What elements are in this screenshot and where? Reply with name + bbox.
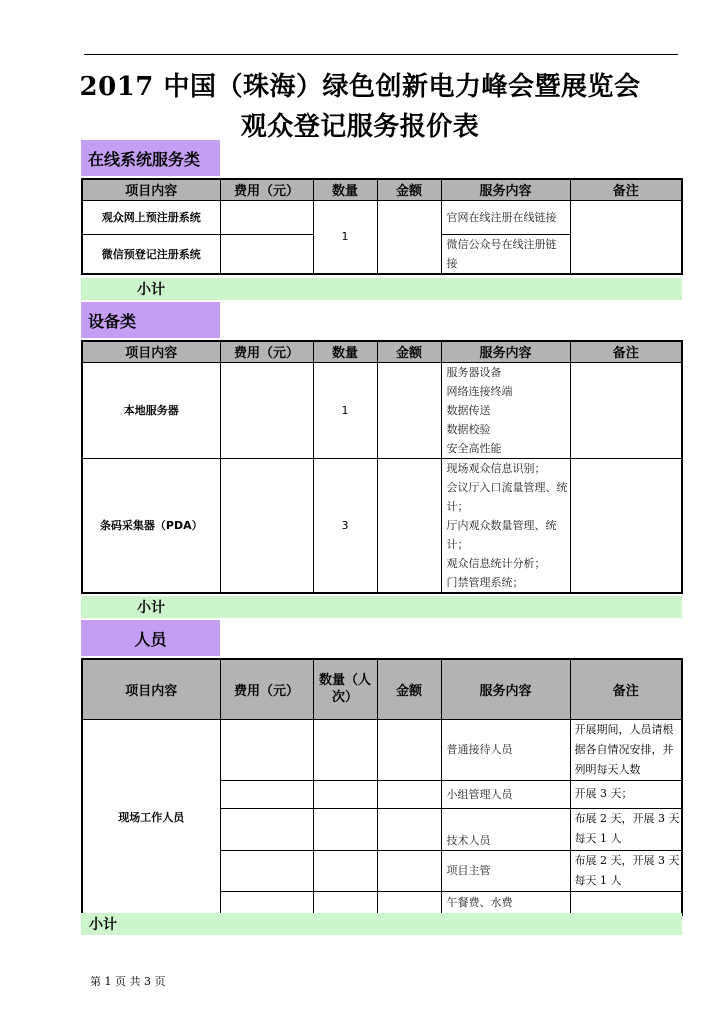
col-header-item: 项目内容: [82, 341, 220, 362]
item-cell: 现场工作人员: [82, 719, 220, 915]
amount-cell: [377, 458, 441, 593]
service-line: 厅内观众数量管理、统: [446, 518, 557, 532]
amount-cell: [377, 719, 441, 780]
fee-cell: [220, 808, 313, 850]
service-cell: [441, 234, 570, 274]
item-cell: 条码采集器（PDA）: [82, 458, 220, 593]
service-line: 观众信息统计分析；: [446, 556, 546, 570]
item-cell: 微信预登记注册系统: [82, 234, 220, 274]
note-cell: [570, 808, 691, 850]
quantity-cell: 3: [313, 458, 377, 593]
service-cell: 午餐费、水费: [441, 891, 570, 915]
col-header-quantity: 数量: [313, 341, 377, 362]
col-header-note: 备注: [570, 179, 682, 200]
quantity-cell: [313, 850, 377, 891]
col-header-quantity-persons: 数量（人次）: [313, 659, 377, 719]
service-cell: [441, 458, 570, 593]
service-line: 现场观众信息识别；: [446, 461, 546, 475]
note-cell: [570, 891, 682, 915]
amount-cell: [377, 200, 441, 274]
equipment-table: [81, 340, 683, 594]
fee-cell: [220, 200, 313, 234]
quantity-cell: [313, 808, 377, 850]
quantity-cell: [313, 891, 377, 915]
amount-cell: [377, 780, 441, 808]
section-header-equipment: 设备类: [81, 302, 220, 338]
note-line: 每天 1 人: [574, 873, 622, 887]
table-header-row: [82, 341, 682, 362]
service-line: 门禁管理系统；: [446, 575, 524, 589]
table-row: [82, 362, 682, 458]
note-cell: [570, 719, 682, 780]
quantity-cell: [313, 780, 377, 808]
subtotal-online: 小计: [81, 278, 682, 300]
col-header-amount: 金额: [377, 659, 441, 719]
document-title-line1: 2017 中国（珠海）绿色创新电力峰会暨展览会: [79, 72, 641, 102]
note-line: 布展 2 天，开展 3 天；: [574, 853, 691, 867]
note-line: 布展 2 天，开展 3 天；: [574, 812, 691, 825]
col-header-service: 服务内容: [441, 659, 570, 719]
online-services-table: [81, 178, 683, 275]
col-header-quantity: 数量: [313, 179, 377, 200]
note-line: 开展期间，人员请根: [574, 722, 674, 736]
fee-cell: [220, 362, 313, 458]
service-cell: 小组管理人员: [441, 780, 570, 808]
service-cell: [441, 200, 570, 234]
table-row: [82, 458, 682, 593]
col-header-fee: 费用（元）: [220, 659, 313, 719]
service-line: 数据校验: [446, 422, 491, 436]
col-header-item: 项目内容: [82, 179, 220, 200]
amount-cell: [377, 850, 441, 891]
col-header-fee: 费用（元）: [220, 341, 313, 362]
service-line: 官网在线注册在线链接: [446, 210, 557, 224]
note-line: 开展 3 天；: [574, 787, 633, 800]
note-line: 列明每天人数: [574, 762, 641, 776]
col-header-amount: 金额: [377, 179, 441, 200]
service-cell: 普通接待人员: [441, 719, 570, 780]
fee-cell: [220, 458, 313, 593]
fee-cell: [220, 234, 313, 274]
fee-cell: [220, 891, 313, 915]
service-line: 服务器设备: [446, 365, 502, 379]
note-cell: [570, 458, 682, 593]
document-title-line2: 观众登记服务报价表: [240, 112, 480, 142]
service-line: 接: [446, 256, 458, 270]
table-header-row: [82, 659, 682, 719]
table-row: [82, 719, 682, 780]
service-line: 微信公众号在线注册链: [446, 237, 557, 251]
col-header-amount: 金额: [377, 341, 441, 362]
amount-cell: [377, 891, 441, 915]
col-header-fee: 费用（元）: [220, 179, 313, 200]
col-header-note: 备注: [570, 341, 682, 362]
service-line: 会议厅入口流量管理、统: [446, 480, 568, 494]
note-cell: [570, 200, 682, 274]
service-cell: [441, 362, 570, 458]
col-header-note: 备注: [570, 659, 682, 719]
page-footer: 第 1 页 共 3 页: [90, 975, 166, 988]
item-cell: 观众网上预注册系统: [82, 200, 220, 234]
item-cell: 本地服务器: [82, 362, 220, 458]
subtotal-equipment: 小计: [81, 596, 682, 618]
fee-cell: [220, 719, 313, 780]
col-header-service: 服务内容: [441, 179, 570, 200]
staff-table: [81, 658, 691, 916]
note-line: 每天 1 人: [574, 832, 622, 845]
service-line: 计；: [446, 537, 469, 551]
top-rule: [84, 54, 678, 55]
amount-cell: [377, 362, 441, 458]
subtotal-staff: 小计: [81, 913, 682, 935]
note-line: 据各自情况安排，并: [574, 742, 674, 756]
service-line: 数据传送: [446, 403, 491, 417]
quantity-cell: 1: [313, 362, 377, 458]
table-row: [82, 200, 682, 234]
fee-cell: [220, 850, 313, 891]
service-line: 网络连接终端: [446, 384, 513, 398]
quantity-cell: [313, 719, 377, 780]
note-cell: [570, 780, 682, 808]
section-header-staff: 人员: [81, 620, 220, 656]
section-header-online: 在线系统服务类: [81, 140, 220, 176]
service-line: 计；: [446, 499, 469, 513]
col-header-item: 项目内容: [82, 659, 220, 719]
note-cell: [570, 850, 691, 891]
amount-cell: [377, 808, 441, 850]
fee-cell: [220, 780, 313, 808]
note-cell: [570, 362, 682, 458]
table-header-row: [82, 179, 682, 200]
quantity-cell: 1: [313, 200, 377, 274]
service-cell: 技术人员: [441, 808, 570, 850]
service-line: 安全高性能: [446, 441, 502, 455]
col-header-service: 服务内容: [441, 341, 570, 362]
service-cell: 项目主管: [441, 850, 570, 891]
